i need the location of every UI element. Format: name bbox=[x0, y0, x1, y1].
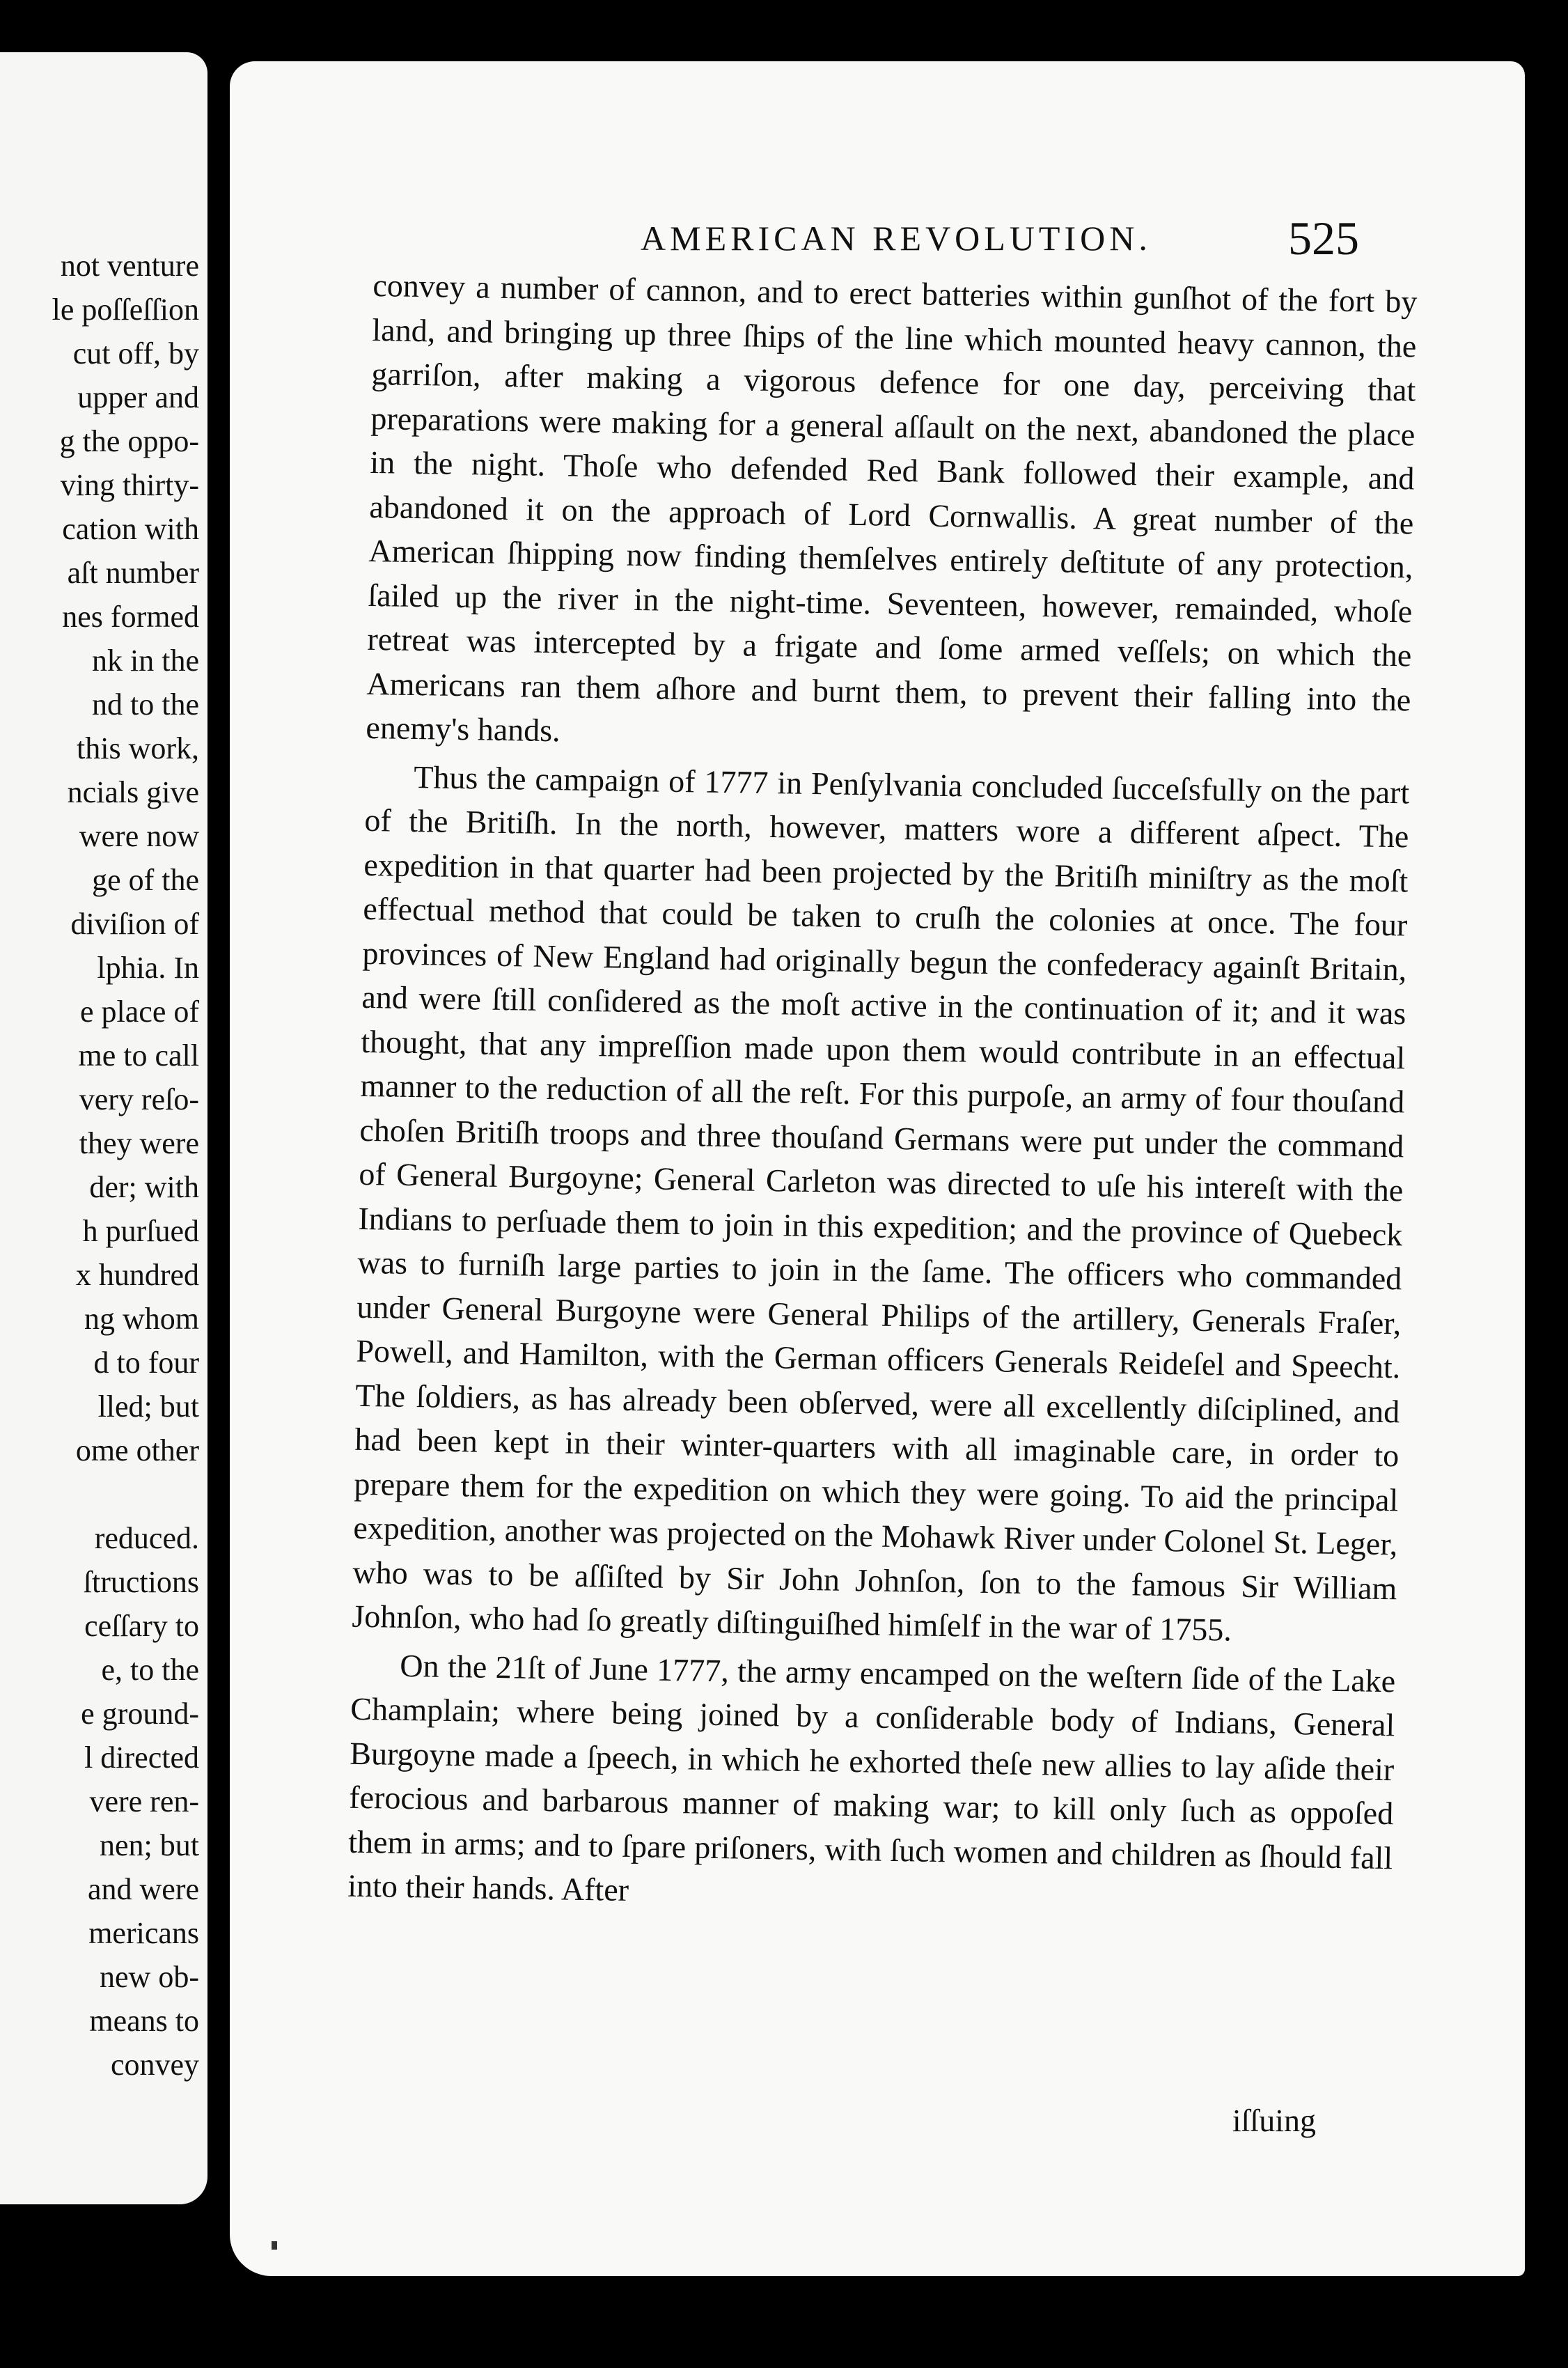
left-page-line: diviſion of bbox=[70, 907, 199, 941]
left-page-line: l directed bbox=[84, 1740, 199, 1775]
left-page-line: cut off, by bbox=[72, 336, 199, 371]
paragraph: On the 21ſt of June 1777, the army encamped on the weſtern ſide of the Lake Champlain; where being joined by a conſiderable body of Indians, General Burgoyne made a ſpeech, in which he exhorted theſe new allies to lay aſide their ferocious and barbarous manner of making war; to kill only ſuch as oppoſed them in arms; and to ſpare priſoners, with ſuch women and children as ſhould fall into their hands. After bbox=[347, 1647, 1396, 1908]
left-page-line: g the oppo- bbox=[59, 424, 199, 458]
book-spine bbox=[207, 0, 228, 2368]
left-page-line: ge of the bbox=[92, 863, 199, 897]
left-page-line: means to bbox=[89, 2004, 199, 2038]
running-head: AMERICAN REVOLUTION. bbox=[641, 219, 1152, 258]
paragraph: Thus the campaign of 1777 in Penſylvania concluded ſucceſsfully on the part of the Britiſh. In the north, however, matters wore a different aſpect. The expedition in that quarter had been projected by the Britiſh miniſtry as the moſt effectual method that could be taken to cruſh the colonies at once. The four provinces of New England had originally begun the confederacy againſt Britain, and were ſtill conſidered as the moſt active in the continuation of it; and it was thought, that any impreſſion made upon them would contribute in an effectual manner to the reduction of all the reſt. For this purpoſe, an army of four thouſand choſen Britiſh troops and three thouſand Germans were put under the command of General Burgoyne; General Carleton was directed to uſe his intereſt with the Indians to perſuade them to join in this expedition; and the province of Quebeck was to furniſh large parties to join in the ſame. The officers who commanded under General Burgoyne were General Philips of the artillery, Generals Fraſer, Powell, and Hamilton, with the German officers Generals Reideſel and Speecht. The ſoldiers, as has already been obſerved, were all excellently diſciplined, and had been kept in their winter-quarters with all imaginable care, in order to prepare them for the expedition on which they were going. To aid the principal expedition, another was projected on the Mohawk River under Colonel St. Leger, who was to be aſſiſted by Sir John Johnſon, ſon to the famous Sir William Johnſon, who had ſo greatly diſtinguiſhed himſelf in the war of 1755. bbox=[352, 758, 1410, 1648]
left-page-line: nen; but bbox=[100, 1828, 199, 1862]
left-page-line: convey bbox=[110, 2048, 199, 2082]
left-page-line: lphia. In bbox=[97, 951, 199, 985]
left-page-line: vere ren- bbox=[89, 1784, 199, 1818]
left-page-line: ceſſary to bbox=[84, 1609, 199, 1643]
left-page-line: ſtructions bbox=[83, 1565, 199, 1599]
left-page-line: ome other bbox=[75, 1433, 199, 1467]
left-page-line: d to four bbox=[93, 1346, 199, 1380]
left-page-line: mericans bbox=[88, 1916, 199, 1950]
left-page-line bbox=[0, 1472, 199, 1516]
left-page-line: me to call bbox=[78, 1038, 199, 1073]
left-page-line: were now bbox=[79, 819, 199, 853]
left-page-line: ng whom bbox=[84, 1302, 199, 1336]
left-page-line: lled; but bbox=[97, 1389, 199, 1424]
left-page-line: they were bbox=[79, 1126, 199, 1160]
left-page-line: e place of bbox=[80, 995, 199, 1029]
left-page-line: not venture bbox=[60, 249, 199, 283]
left-page-line: this work, bbox=[77, 731, 199, 765]
left-page-line: very reſo- bbox=[79, 1082, 199, 1116]
left-page-line: e, to the bbox=[101, 1653, 199, 1687]
left-page-line: le poſſeſſion bbox=[52, 293, 199, 327]
ink-mark bbox=[272, 2241, 277, 2250]
left-page-line: cation with bbox=[62, 512, 199, 546]
page-header bbox=[230, 211, 1525, 267]
left-page-line: der; with bbox=[89, 1170, 199, 1204]
paragraph: convey a number of cannon, and to erect batteries within gunſhot of the fort by land, and bringing up three ſhips of the line which mounted heavy cannon, the garriſon, after making a vigorous defence for one day, perceiving that preparations were making for a general aſſault on the next, abandoned the place in the night. Thoſe who defended Red Bank followed their example, and abandoned it on the approach of Lord Cornwallis. A great number of the American ſhipping now finding themſelves entirely deſtitute of any protection, ſailed up the river in the night-time. Seventeen, however, remainded, whoſe retreat was intercepted by a frigate and ſome armed veſſels; on which the Americans ran them aſhore and burnt them, to prevent their falling into the enemy's hands. bbox=[366, 267, 1418, 749]
catchword: iſſuing bbox=[1232, 2103, 1316, 2138]
body-text bbox=[347, 263, 1418, 1929]
left-page-line: e ground- bbox=[81, 1697, 199, 1731]
left-page-line: x hundred bbox=[75, 1258, 199, 1292]
left-page-line: and were bbox=[87, 1872, 199, 1906]
left-page-line: new ob- bbox=[100, 1960, 199, 1994]
left-page-line: upper and bbox=[77, 380, 199, 414]
left-page-text bbox=[0, 244, 199, 2087]
left-page-line: h purſued bbox=[82, 1214, 199, 1248]
left-page-line: reduced. bbox=[94, 1521, 199, 1555]
left-page-line: ncials give bbox=[67, 775, 199, 809]
left-page-line: ving thirty- bbox=[60, 468, 199, 502]
left-page-line: nk in the bbox=[92, 644, 199, 678]
left-page-line: aſt number bbox=[67, 556, 199, 590]
page-number: 525 bbox=[1288, 212, 1359, 265]
left-page-line: nes formed bbox=[62, 600, 199, 634]
left-page bbox=[0, 52, 207, 2204]
left-page-line: nd to the bbox=[92, 687, 199, 722]
right-page bbox=[230, 61, 1525, 2276]
